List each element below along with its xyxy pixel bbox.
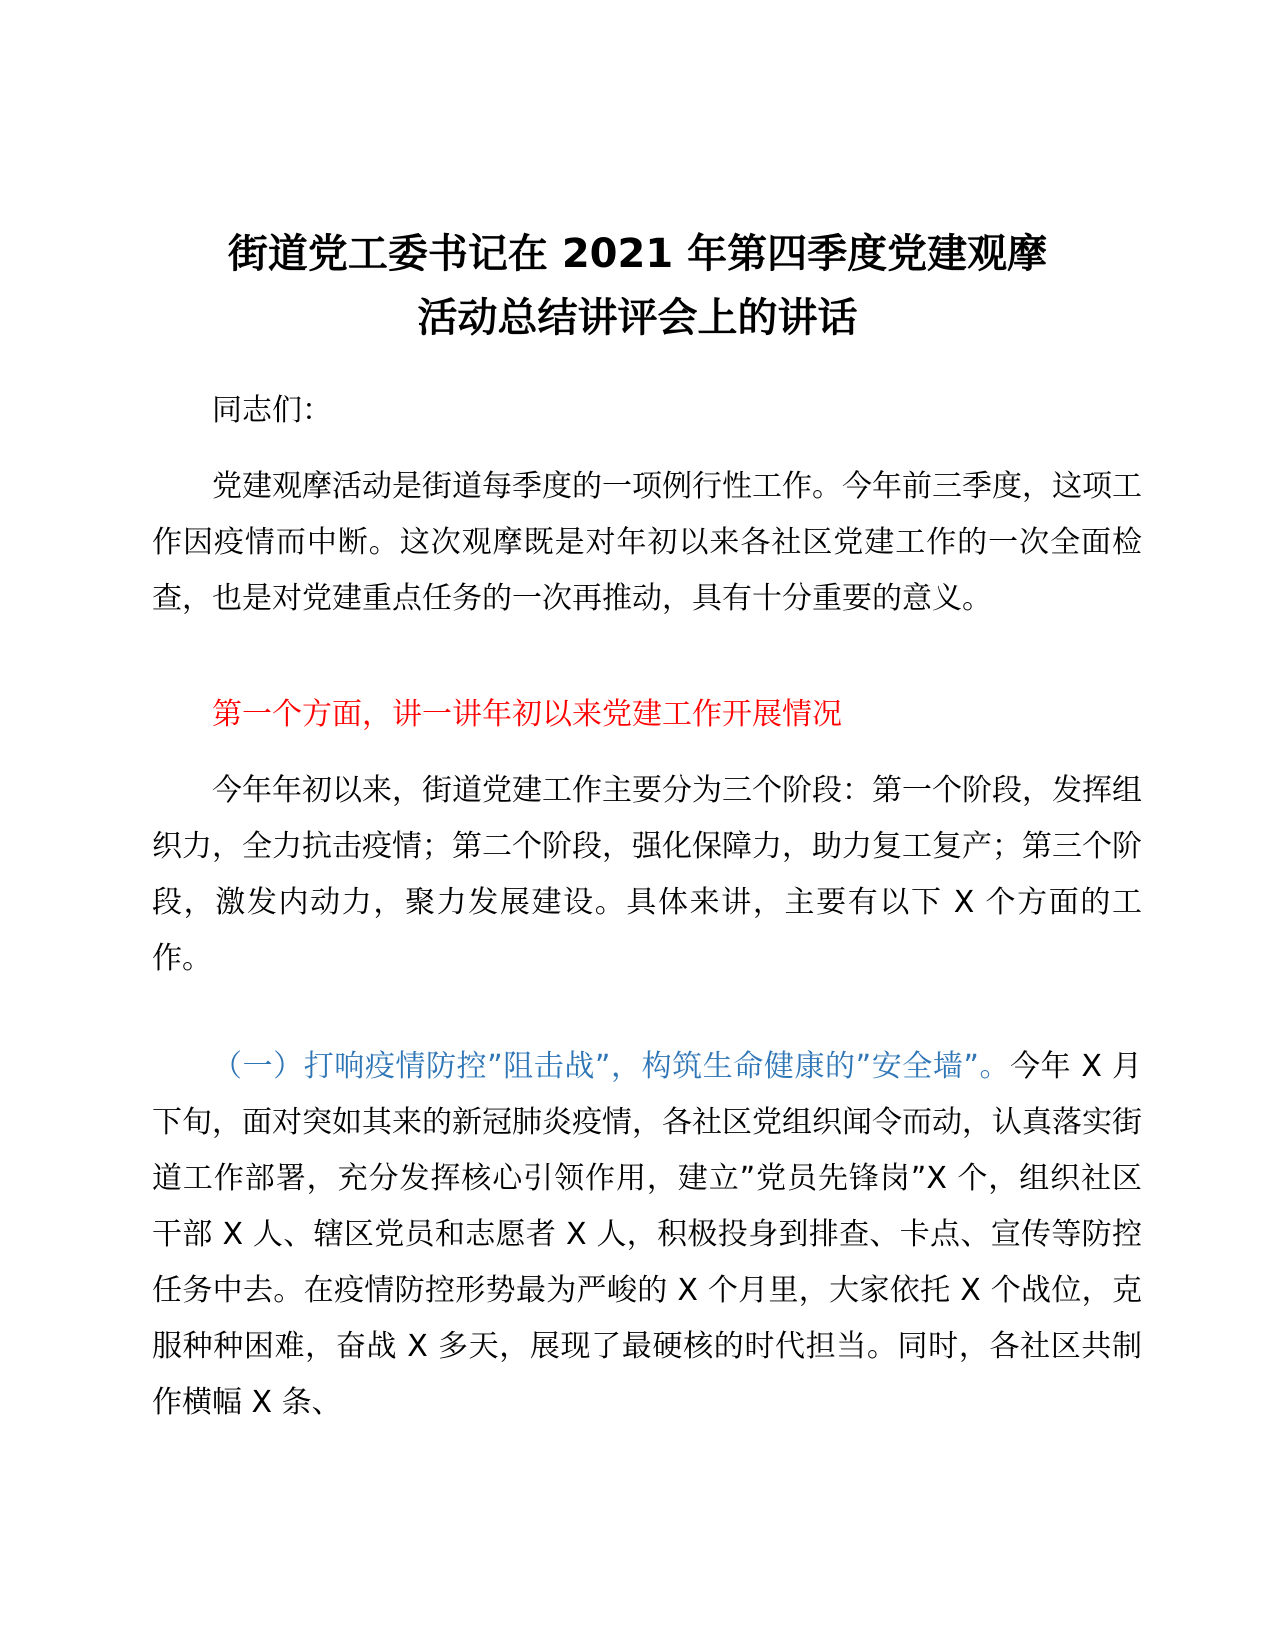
paragraph-overview: 今年年初以来，街道党建工作主要分为三个阶段：第一个阶段，发挥组织力，全力抗击疫情；第二个阶段，强化保障力，助力复工复产；第三个阶段，激发内动力，聚力发展建设。具体来讲，主要有以下 X 个方面的工作。 [152, 773, 1142, 976]
greeting: 同志们： [212, 393, 332, 428]
title-line-1: 街道党工委书记在 2021 年第四季度党建观摩 [227, 231, 1048, 277]
document-title [140, 222, 1135, 350]
paragraph-epidemic-text: 今年 X 月下旬，面对突如其来的新冠肺炎疫情，各社区党组织闻令而动，认真落实街道工作部署，充分发挥核心引领作用，建立”党员先锋岗”X 个，组织社区干部 X 人、辖区党员和志愿者 X 人，积极投身到排查、卡点、宣传等防控任务中去。在疫情防控形势最为严峻的 X 个月里，大家依托 X 个战位，克服种种困难，奋战 X 多天，展现了最硬核的时代担当。同时，各社区共制作横幅 X 条、 [152, 1049, 1143, 1420]
paragraph-epidemic [152, 1039, 1142, 1431]
subheading-1: （一）打响疫情防控”阻击战”，构筑生命健康的”安全墙”。 [212, 1049, 1011, 1084]
paragraph-intro: 党建观摩活动是街道每季度的一项例行性工作。今年前三季度，这项工作因疫情而中断。这次观摩既是对年初以来各社区党建工作的一次全面检查，也是对党建重点任务的一次再推动，具有十分重要的意义。 [152, 469, 1142, 616]
title-line-2: 活动总结讲评会上的讲话 [417, 295, 858, 341]
section-heading-1: 第一个方面，讲一讲年初以来党建工作开展情况 [212, 697, 842, 732]
